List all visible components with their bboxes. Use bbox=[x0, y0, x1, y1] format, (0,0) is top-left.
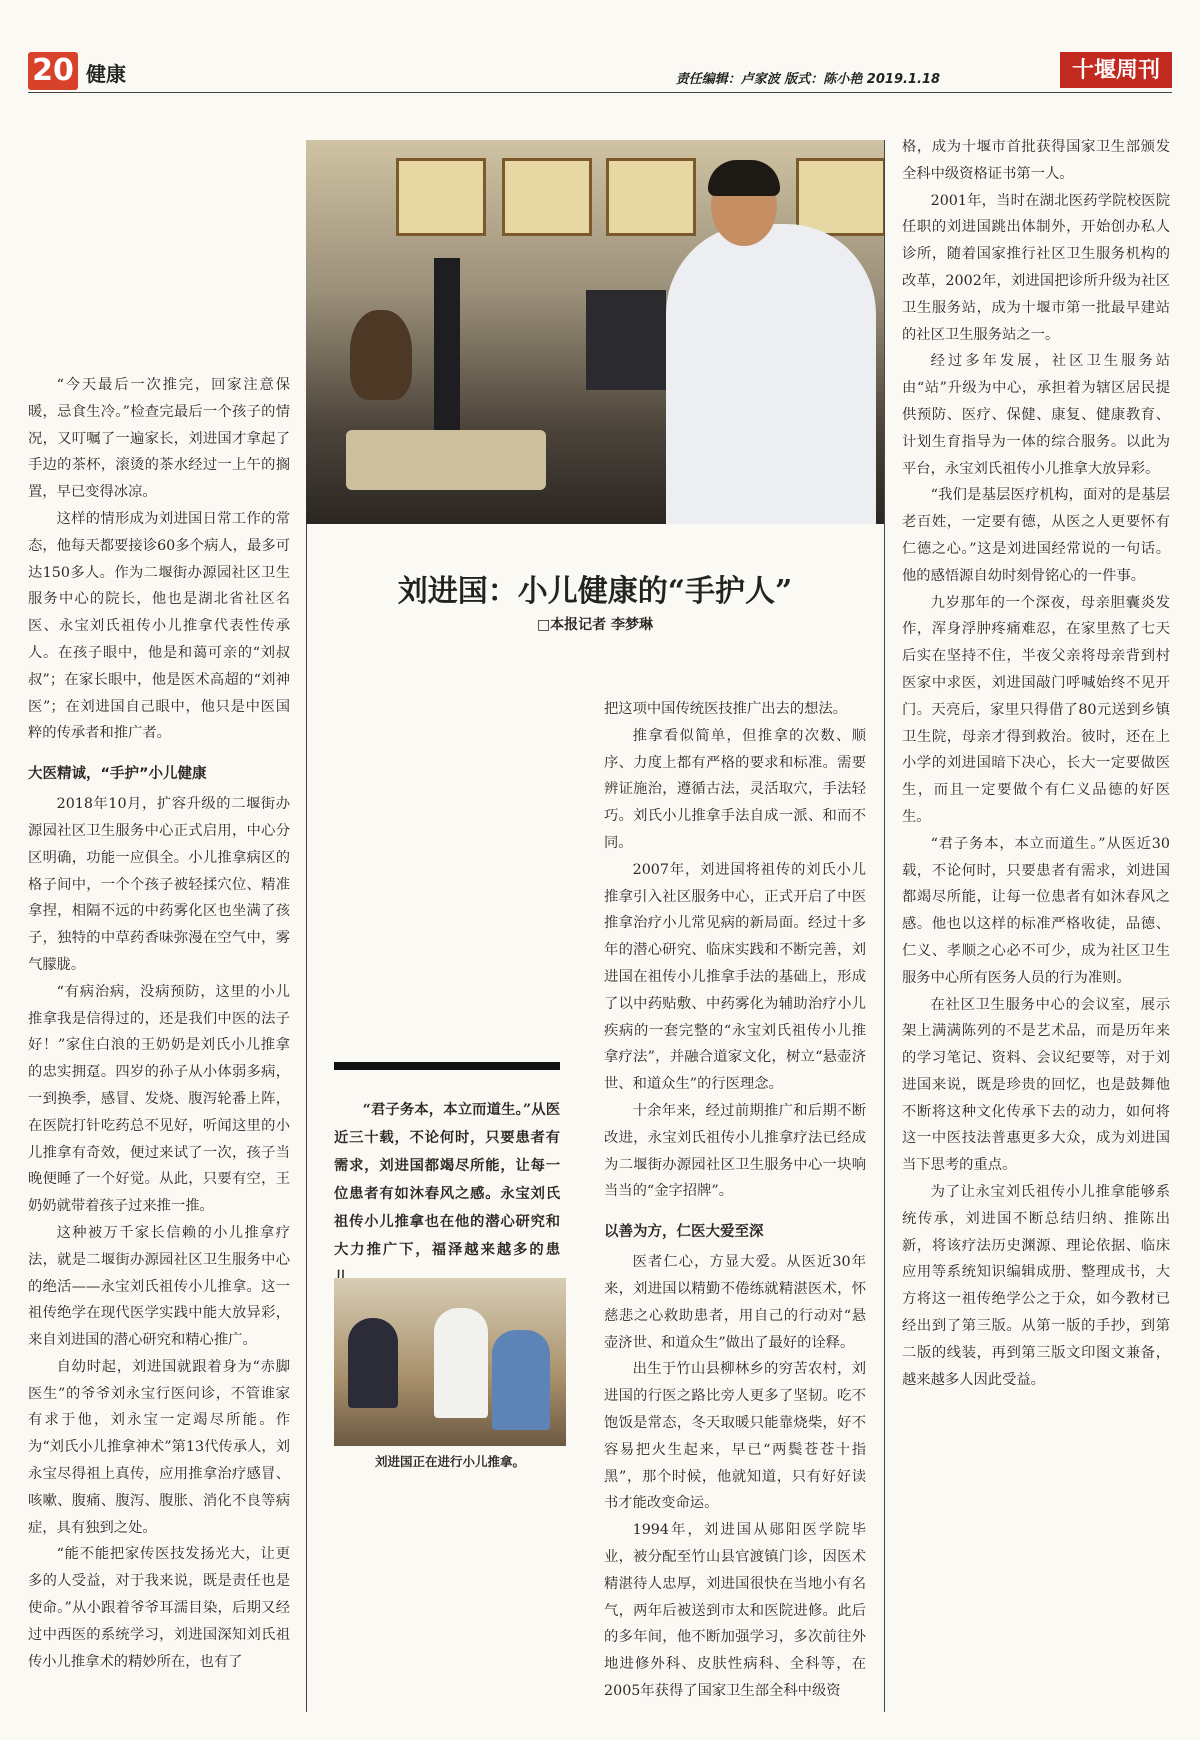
paragraph: “有病治病，没病预防，这里的小儿推拿我是信得过的，还是我们中医的法子好！”家住白浪的王奶奶是刘氏小儿推拿的忠实拥趸。四岁的孙子从小体弱多病，一到换季，感冒、发烧、腹泻轮番上阵，在医院打针吃药总不见好，听闻这里的小儿推拿有奇效，便过来试了一次，孩子当晚便睡了一个好觉。从此，只要有空，王奶奶就带着孩子过来推一推。 bbox=[28, 983, 290, 1215]
person-shape bbox=[434, 1308, 488, 1418]
photo-caption: 刘进国正在进行小儿推拿。 bbox=[374, 1454, 525, 1469]
paragraph: “君子务本，本立而道生。”从医近30载，不论何时，只要患者有需求，刘进国都竭尽所能，让每一位患者有如沐春风之感。他也以这样的标准严格收徒，品德、仁义、孝顺之心必不可少，成为社区卫生服务中心所有医务人员的行为准则。 bbox=[902, 835, 1170, 986]
person-shape bbox=[492, 1330, 550, 1430]
books-shape bbox=[346, 430, 546, 490]
vase-shape bbox=[350, 310, 412, 400]
subheading: 大医精诚，“手护”小儿健康 bbox=[28, 766, 207, 783]
paragraph: 经过多年发展，社区卫生服务站由“站”升级为中心，承担着为辖区居民提供预防、医疗、保健、康复、健康教育、计划生育指导为一体的综合服务。以此为平台，永宝刘氏祖传小儿推拿大放异彩。 bbox=[902, 353, 1170, 477]
paragraph: “能不能把家传医技发扬光大，让更多的人受益，对于我来说，既是责任也是使命。”从小跟着爷爷耳濡目染，后期又经过中西医的系统学习，刘进国深知刘氏祖传小儿推拿术的精妙所在，也有了 bbox=[28, 1546, 290, 1670]
plaque-shape bbox=[502, 158, 592, 236]
paragraph: 医者仁心，方显大爱。从医近30年来，刘进国以精勤不倦练就精湛医术，怀慈悲之心救助患者，用自己的行动对“悬壶济世、和道众生”做出了最好的诠释。 bbox=[604, 1254, 866, 1351]
paragraph: 九岁那年的一个深夜，母亲胆囊炎发作，浑身浮肿疼痛难忍，在家里熬了七天后实在坚持不住，半夜父亲将母亲背到村医家中求医，刘进国敲门呼喊始终不见开门。天亮后，家里只得借了80元送到乡镇卫生院，母亲才得到救治。彼时，还在上小学的刘进国暗下决心，长大一定要做医生，而且一定要做个有仁义品德的好医生。 bbox=[902, 594, 1170, 825]
article-column-3 bbox=[604, 696, 866, 1705]
editor-credits: 责任编辑：卢家波 版式：陈小艳 2019.1.18 bbox=[675, 72, 940, 87]
paragraph: 出生于竹山县柳林乡的穷苦农村，刘进国的行医之路比旁人更多了坚韧。吃不饱饭是常态，冬天取暖只能靠烧柴，好不容易把火生起来，早已“两鬓苍苍十指黑”，那个时候，他就知道，只有好好读书才能改变命运。 bbox=[604, 1361, 866, 1512]
paragraph: 格，成为十堰市首批获得国家卫生部颁发全科中级资格证书第一人。 bbox=[902, 139, 1170, 182]
paragraph: 把这项中国传统医技推广出去的想法。 bbox=[604, 701, 848, 717]
paragraph: 2018年10月，扩容升级的二堰街办源园社区卫生服务中心正式启用，中心分区明确，功能一应俱全。小儿推拿病区的格子间中，一个个孩子被轻揉穴位、精准拿捏，相隔不远的中药雾化区也坐满了孩子，独特的中草药香味弥漫在空气中，雾气朦胧。 bbox=[28, 796, 290, 973]
paragraph: 十余年来，经过前期推广和后期不断改进，永宝刘氏祖传小儿推拿疗法已经成为二堰街办源园社区卫生服务中心一块响当当的“金字招牌”。 bbox=[604, 1102, 866, 1200]
page-header bbox=[28, 52, 1172, 96]
article-byline: □本报记者 李梦琳 bbox=[536, 617, 654, 633]
plaque-shape bbox=[606, 158, 696, 236]
paragraph: 推拿看似简单，但推拿的次数、顺序、力度上都有严格的要求和标准。需要辨证施治，遵循古法，灵活取穴，手法轻巧。刘氏小儿推拿手法自成一派、和而不同。 bbox=[604, 727, 866, 851]
paragraph: 自幼时起，刘进国就跟着身为“赤脚医生”的爷爷刘永宝行医问诊，不管谁家有求于他，刘永宝一定竭尽所能。作为“刘氏小儿推拿神术”第13代传承人，刘永宝尽得祖上真传，应用推拿治疗感冒、咳嗽、腹痛、腹泻、腹胀、消化不良等病症，具有独到之处。 bbox=[28, 1358, 290, 1536]
paragraph: “今天最后一次推完，回家注意保暖，忌食生冷。”检查完最后一个孩子的情况，又叮嘱了一遍家长，刘进国才拿起了手边的茶杯，滚烫的茶水经过一上午的搁置，早已变得冰凉。 bbox=[28, 377, 290, 501]
plaque-shape bbox=[396, 158, 486, 236]
section-name: 健康 bbox=[86, 62, 126, 86]
paragraph: 这样的情形成为刘进国日常工作的常态，他每天都要接诊60多个病人，最多可达150多人。作为二堰街办源园社区卫生服务中心的院长，他也是湖北省社区名医、永宝刘氏祖传小儿推拿代表性传承人。在孩子眼中，他是和蔼可亲的“刘叔叔”；在家长眼中，他是医术高超的“刘神医”；在刘进国自己眼中，他只是中医国粹的传承者和推广者。 bbox=[28, 510, 290, 742]
paragraph: 2007年，刘进国将祖传的刘氏小儿推拿引入社区服务中心，正式开启了中医推拿治疗小儿常见病的新局面。经过十多年的潜心研究、临床实践和不断完善，刘进国在祖传小儿推拿手法的基础上，形成了以中药贴敷、中药雾化为辅助治疗小儿疾病的一套完整的“永宝刘氏祖传小儿推拿疗法”，并融合道家文化，树立“悬壶济世、和道众生”的行医理念。 bbox=[604, 861, 866, 1093]
person-shape bbox=[348, 1318, 398, 1408]
page-number: 20 bbox=[28, 52, 78, 90]
monitor-shape bbox=[434, 258, 460, 438]
doctor-hair bbox=[708, 160, 780, 196]
masthead: 十堰周刊 bbox=[1060, 52, 1172, 88]
pull-quote-bar bbox=[334, 1062, 560, 1070]
header-rule bbox=[28, 92, 1172, 93]
article-column-4 bbox=[902, 134, 1170, 1393]
paragraph: 1994年，刘进国从郧阳医学院毕业，被分配至竹山县官渡镇门诊，因医术精湛待人忠厚，刘进国很快在当地小有名气，两年后被送到市太和医院进修。此后的多年间，他不断加强学习，多次前往外地进修外科、皮肤性病科、全科等，在2005年获得了国家卫生部全科中级资 bbox=[604, 1522, 866, 1699]
article-title: 刘进国：小儿健康的“手护人” bbox=[397, 574, 793, 609]
secondary-photo bbox=[334, 1278, 566, 1446]
article-column-1 bbox=[28, 372, 290, 1675]
paragraph: 在社区卫生服务中心的会议室，展示架上满满陈列的不是艺术品，而是历年来的学习笔记、资料、会议纪要等，对于刘进国来说，既是珍贵的回忆，也是鼓舞他不断将这种文化传承下去的动力，如何将这一中医技法普惠更多大众，成为刘进国当下思考的重点。 bbox=[902, 996, 1170, 1174]
pull-quote: “君子务本，本立而道生。”从医近三十载，不论何时，只要患者有需求，刘进国都竭尽所能，让每一位患者有如沐春风之感。永宝刘氏祖传小儿推拿也在他的潜心研究和大力推广下，福泽越来越多的患 bbox=[334, 1102, 560, 1258]
paragraph: 2001年，当时在湖北医药学院校医院任职的刘进国跳出体制外，开始创办私人诊所，随着国家推行社区卫生服务机构的改革，2002年，刘进国把诊所升级为社区卫生服务站，成为十堰市第一批最早建站的社区卫生服务站之一。 bbox=[902, 192, 1170, 343]
paragraph: 为了让永宝刘氏祖传小儿推拿能够系统传承，刘进国不断总结归纳、推陈出新，将该疗法历史渊源、理论依据、临床应用等系统知识编辑成册、整理成书，大方将这一祖传绝学公之于众，如今教材已经出到了第三版。从第一版的手抄，到第二版的线装，再到第三版文印图文兼备，越来越多人因此受益。 bbox=[902, 1184, 1170, 1388]
paragraph: 这种被万千家长信赖的小儿推拿疗法，就是二堰街办源园社区卫生服务中心的绝活——永宝刘氏祖传小儿推拿。这一祖传绝学在现代医学实践中能大放异彩，来自刘进国的潜心研究和精心推广。 bbox=[28, 1224, 290, 1349]
subheading: 以善为方，仁医大爱至深 bbox=[604, 1224, 764, 1241]
doctor-figure bbox=[666, 224, 876, 524]
main-photo bbox=[306, 140, 884, 524]
paragraph: “我们是基层医疗机构，面对的是基层老百姓，一定要有德，从医之人更要怀有仁德之心。”这是刘进国经常说的一句话。他的感悟源自幼时刻骨铭心的一件事。 bbox=[902, 487, 1170, 584]
plaque-shape bbox=[796, 158, 884, 236]
column-divider bbox=[884, 140, 885, 1712]
computer-shape bbox=[586, 290, 666, 390]
